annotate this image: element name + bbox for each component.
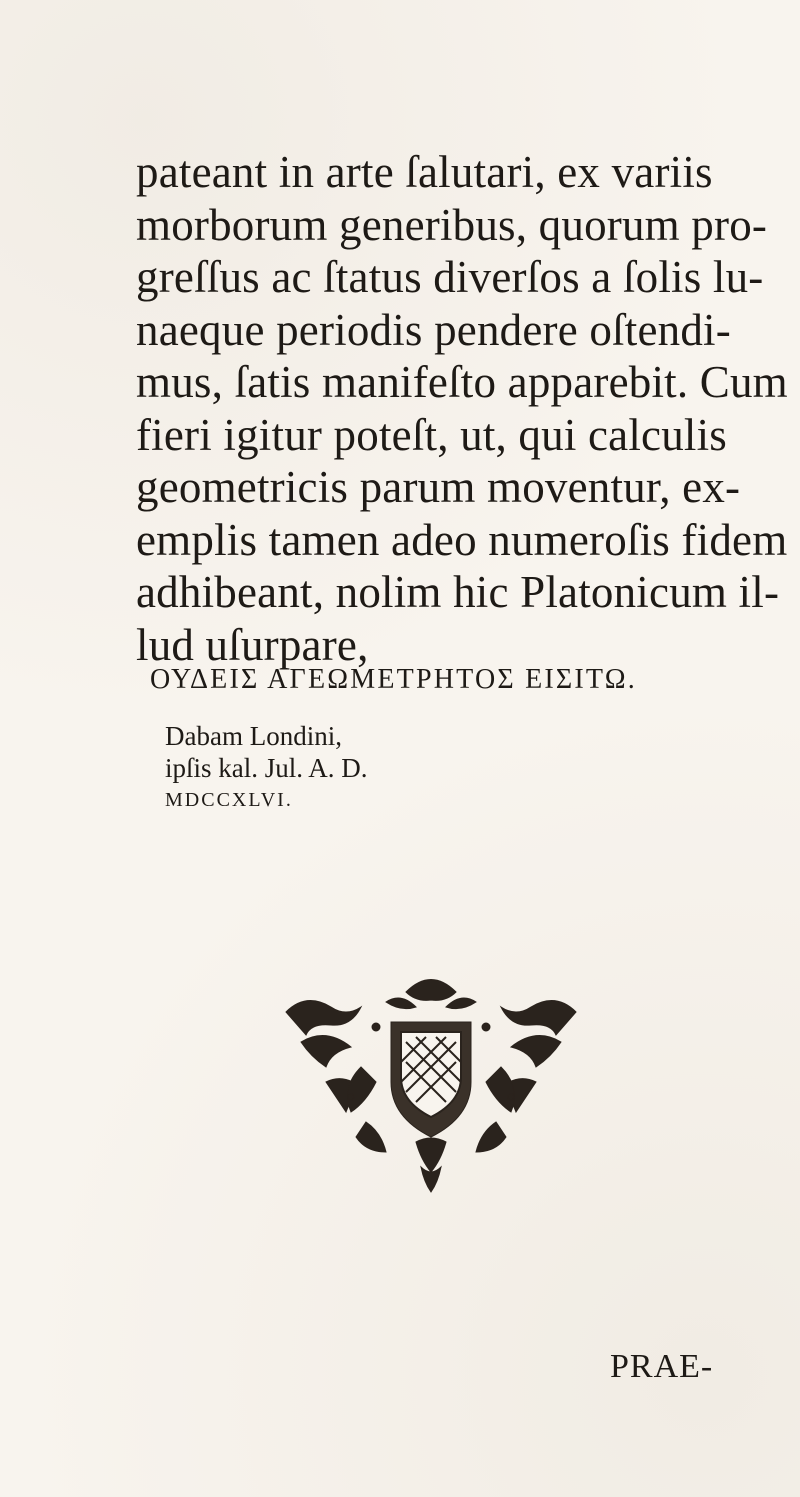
text-line: pateant in arte ſalutari, ex variis: [136, 147, 713, 197]
text-line: mus, ſatis manifeſto apparebit. Cum: [136, 357, 788, 407]
text-line: naeque periodis pendere oſtendi-: [136, 304, 731, 355]
dateline-year: MDCCXLVI.: [165, 789, 293, 811]
greek-motto: ΟΥΔΕΙΣ ΑΓΕΩΜΕΤΡΗΤΟΣ ΕΙΣΙΤΩ.: [150, 664, 637, 695]
dateline-date: ipſis kal. Jul. A. D.: [165, 753, 368, 783]
text-line: lud uſurpare,: [136, 619, 369, 670]
catchword: PRAE-: [610, 1348, 714, 1385]
dateline-place: Dabam Londini,: [165, 721, 342, 751]
text-line: geometricis parum moventur, ex-: [136, 462, 741, 512]
text-line: adhibeant, nolim hic Platonicum il-: [136, 567, 780, 617]
text-line: greſſus ac ſtatus diverſos a ſolis lu-: [136, 252, 764, 302]
text-line: emplis tamen adeo numeroſis fidem: [136, 514, 788, 565]
dateline: [165, 720, 368, 816]
text-line: fieri igitur poteſt, ut, qui calculis: [136, 409, 728, 460]
floral-tailpiece-icon: [266, 972, 596, 1197]
text-line: morborum generibus, quorum pro-: [136, 199, 768, 250]
body-paragraph: [136, 146, 788, 671]
